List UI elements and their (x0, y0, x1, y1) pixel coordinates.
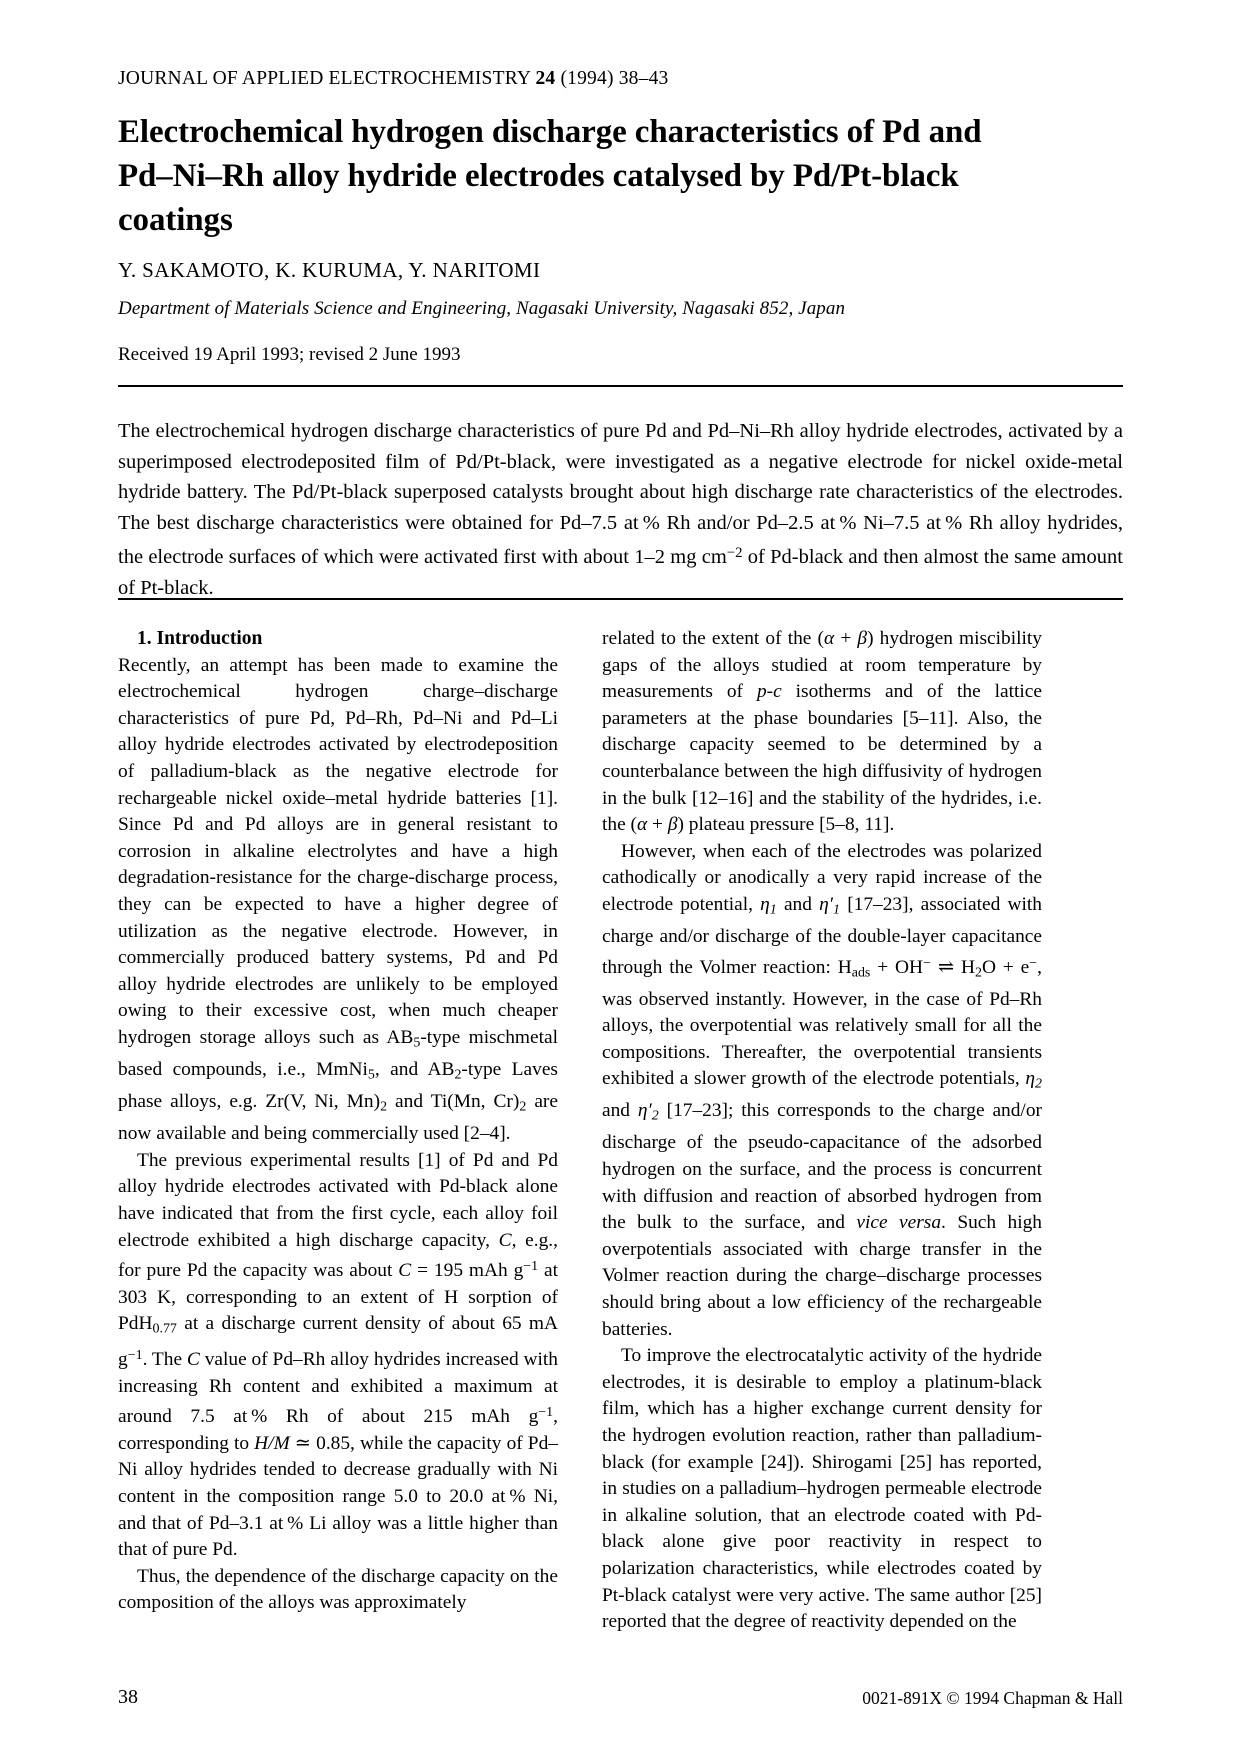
paragraph-text: , was observed instantly. However, in the case of Pd–Rh alloys, the overpotential was relatively small for all the compositions. Thereafter, the overpotential transients exhibited a slower growth of the electrode potentials, (602, 956, 1042, 1090)
abstract-superscript: −2 (726, 545, 743, 561)
paragraph-text: ) plateau pressure [5–8, 11]. (677, 814, 895, 836)
overpotential-eta-1-prime: $\eta'_1$ (819, 893, 840, 918)
body-columns (118, 626, 1123, 1636)
abstract-text-part2: of Pd-black and then almost the same amount of Pt-black. (118, 546, 1123, 599)
charge-superscript: − (1029, 955, 1038, 971)
paper-page (118, 0, 1123, 1757)
paragraph-text: are now available and being commercially used [2–4]. (118, 1091, 558, 1145)
species-subscript-ads: ads (851, 964, 871, 980)
paragraph-text: O + e (981, 956, 1030, 978)
formula-subscript: 2 (974, 964, 982, 980)
paragraph-intro-1 (118, 653, 558, 1148)
divider-top (118, 385, 1123, 387)
variable-hm-ratio: H/M (254, 1432, 290, 1454)
journal-year-pages: (1994) 38–43 (560, 68, 669, 89)
paragraph-text: , corresponding to (118, 1406, 558, 1454)
abstract-text-part1: The electrochemical hydrogen discharge characteristics of pure Pd and Pd–Ni–Rh alloy hydride electrodes, activated by a superimposed electrodeposited film of Pd/Pt-black, were investigated as a negative electrode for nickel oxide-metal hydride battery. The Pd/Pt-black superposed catalysts brought about high discharge rate characteristics of the electrodes. The best discharge characteristics were obtained for Pd–7.5 at % Rh and/or Pd–2.5 at % Ni–7.5 at % Rh alloy hydrides, the electrode surfaces of which were activated first with about 1–2 mg cm (118, 420, 1123, 569)
formula-subscript: 5 (367, 1067, 375, 1083)
paragraph-right-3: To improve the electrocatalytic activity of the hydride electrodes, it is desirable to employ a platinum-black film, which has a higher exchange current density for the hydrogen evolution reaction, rather than palladium-black (for example [24]). Shirogami [25] has reported, in studies on a palladium–hydrogen permeable electrode in alkaline solution, that an electrode coated with Pd-black alone give poor reactivity in respect to polarization characteristics, while electrodes coated by Pt-black catalyst were very active. The same author [25] reported that the degree of reactivity depended on the (602, 1345, 1042, 1633)
paragraph-text: [17–23], associated with charge and/or discharge of the double-layer capacitance through the Volmer reaction: H (602, 893, 1042, 978)
greek-alpha: α (824, 628, 835, 649)
value-capacity-pd (411, 1260, 538, 1281)
overpotential-eta-2: $\eta_2$ (1025, 1068, 1042, 1092)
phrase-vice-versa: vice versa (856, 1212, 942, 1234)
issn-copyright: 0021-891X © 1994 Chapman & Hall (862, 1688, 1123, 1708)
formula-subscript: 2 (380, 1099, 388, 1115)
formula-subscript: 2 (454, 1067, 462, 1083)
formula-subscript: 0.77 (152, 1321, 177, 1337)
section-heading-introduction: 1. Introduction (137, 628, 263, 649)
paragraph-text: ≃ 0.85, while the capacity of Pd–Ni alloy hydrides tended to decrease gradually with Ni content in the composition range 5.0 to 20.0 at % Ni, and that of Pd–3.1 at % Li alloy was a little higher than that of pure Pd. (118, 1432, 558, 1561)
paragraph-text: . Such high overpotentials associated with charge transfer in the Volmer reaction during the charge–discharge processes should bring about a low efficiency of the rechargeable batteries. (602, 1212, 1043, 1340)
overpotential-eta-2-prime: $\eta'_2$ (637, 1100, 659, 1124)
paragraph-text: The previous experimental results [1] of Pd and Pd alloy hydride electrodes activated with Pd-black alone have indicated that from the first cycle, each alloy foil electrode exhibited a high discharge capacity, (118, 1149, 558, 1251)
charge-superscript: − (923, 955, 931, 971)
page-number: 38 (118, 1686, 138, 1708)
journal-header (118, 68, 668, 90)
paragraph-text: , and AB (374, 1058, 455, 1080)
paragraph-text: ) hydrogen miscibility gaps of the alloys studied at room temperature by measurements of (602, 628, 1042, 703)
paragraph-text: isotherms and of the lattice parameters at the phase boundaries [5–11]. Also, the discharge capacity seemed to be determined by a counterbalance between the high diffusivity of hydrogen in the bulk [12–16] and the stability of the hydrides, i.e. the ( (602, 681, 1042, 836)
paragraph-right-1 (602, 626, 1042, 839)
received-date: Received 19 April 1993; revised 2 June 1993 (118, 344, 461, 365)
paragraph-text: Recently, an attempt has been made to examine the electrochemical hydrogen charge–discharge characteristics of pure Pd, Pd–Rh, Pd–Ni and Pd–Li alloy hydride electrodes activated by electrodeposition of palladium-black as the negative electrode for rechargeable nickel oxide–metal hydride batteries [1]. Since Pd and Pd alloys are in general resistant to corrosion in alkaline electrolytes and have a high degradation-resistance for the charge-discharge process, they can be expected to have a higher degree of utilization as the negative electrode. However, in commercially produced battery systems, Pd and Pd alloy hydride electrodes are unlikely to be employed owing to their excessive cost, when much cheaper hydrogen storage alloys such as AB (118, 654, 558, 1048)
overpotential-eta-1: $\eta_1$ (760, 893, 777, 918)
affiliation: Department of Materials Science and Engineering, Nagasaki University, Nagasaki 852, Japan (118, 298, 846, 319)
paragraph-text: . The (142, 1349, 187, 1371)
unit-superscript: −1 (523, 1259, 539, 1275)
paragraph-text: + (834, 628, 858, 649)
variable-capacity: C (186, 1349, 200, 1371)
paragraph-text: ⇌ H (930, 956, 975, 978)
paragraph-text: -type mischmetal based compounds, i.e., MmNi (118, 1026, 559, 1080)
unit-superscript: −1 (127, 1348, 143, 1364)
paragraph-text: -type Laves phase alloys, e.g. Zr(V, Ni, Mn) (118, 1058, 558, 1113)
paragraph-text: at 303 K, corresponding to an extent of H sorption of PdH (118, 1259, 559, 1335)
page-title: Electrochemical hydrogen discharge characteristics of Pd and Pd–Ni–Rh alloy hydride electrodes catalysed by Pd/Pt-black coatings (118, 114, 982, 238)
paragraph-intro-3: Thus, the dependence of the discharge capacity on the composition of the alloys was approximately (118, 1565, 558, 1614)
greek-beta: β (667, 814, 678, 836)
paragraph-right-2 (602, 839, 1042, 1343)
paragraph-intro-2 (118, 1148, 558, 1564)
paragraph-text: [17–23]; this corresponds to the charge and/or discharge of the pseudo-capacitance of the adsorbed hydrogen on the surface, and the process is concurrent with diffusion and reaction of absorbed hydrogen from the bulk to the surface, and (602, 1100, 1042, 1234)
greek-beta: β (857, 628, 868, 649)
unit-superscript: −1 (538, 1405, 554, 1421)
paragraph-text: and (776, 893, 820, 915)
paragraph-text: related to the extent of the ( (602, 628, 824, 649)
paragraph-text: + (647, 814, 668, 836)
variable-pc-isotherm: p-c (756, 681, 782, 703)
paragraph-text: value of Pd–Rh alloy hydrides increased with increasing Rh content and exhibited a maximum at around 7.5 at % Rh of about 215 mAh g (118, 1349, 558, 1428)
paragraph-text: and (602, 1100, 638, 1122)
author-list: Y. SAKAMOTO, K. KURUMA, Y. NARITOMI (118, 258, 541, 282)
paragraph-text: and Ti(Mn, Cr) (387, 1091, 520, 1113)
variable-capacity: C (398, 1259, 412, 1281)
journal-name: JOURNAL OF APPLIED ELECTROCHEMISTRY (118, 68, 531, 89)
journal-volume: 24 (535, 68, 556, 89)
paragraph-text: = 195 mAh g (411, 1259, 524, 1281)
column-left (118, 626, 558, 1636)
greek-alpha: α (637, 814, 648, 836)
formula-subscript: 2 (519, 1099, 527, 1115)
divider-bottom (118, 598, 1123, 600)
paragraph-text: However, when each of the electrodes was polarized cathodically or anodically a very rapid increase of the electrode potential, (602, 840, 1042, 915)
abstract (118, 416, 1123, 603)
paragraph-text: , e.g., for pure Pd the capacity was about (118, 1229, 558, 1281)
column-right (602, 626, 1042, 1636)
paragraph-text: + OH (870, 956, 924, 978)
paragraph-text: at a discharge current density of about 65 mA g (118, 1313, 558, 1371)
variable-capacity: C (498, 1229, 512, 1251)
formula-subscript: 5 (413, 1035, 421, 1051)
